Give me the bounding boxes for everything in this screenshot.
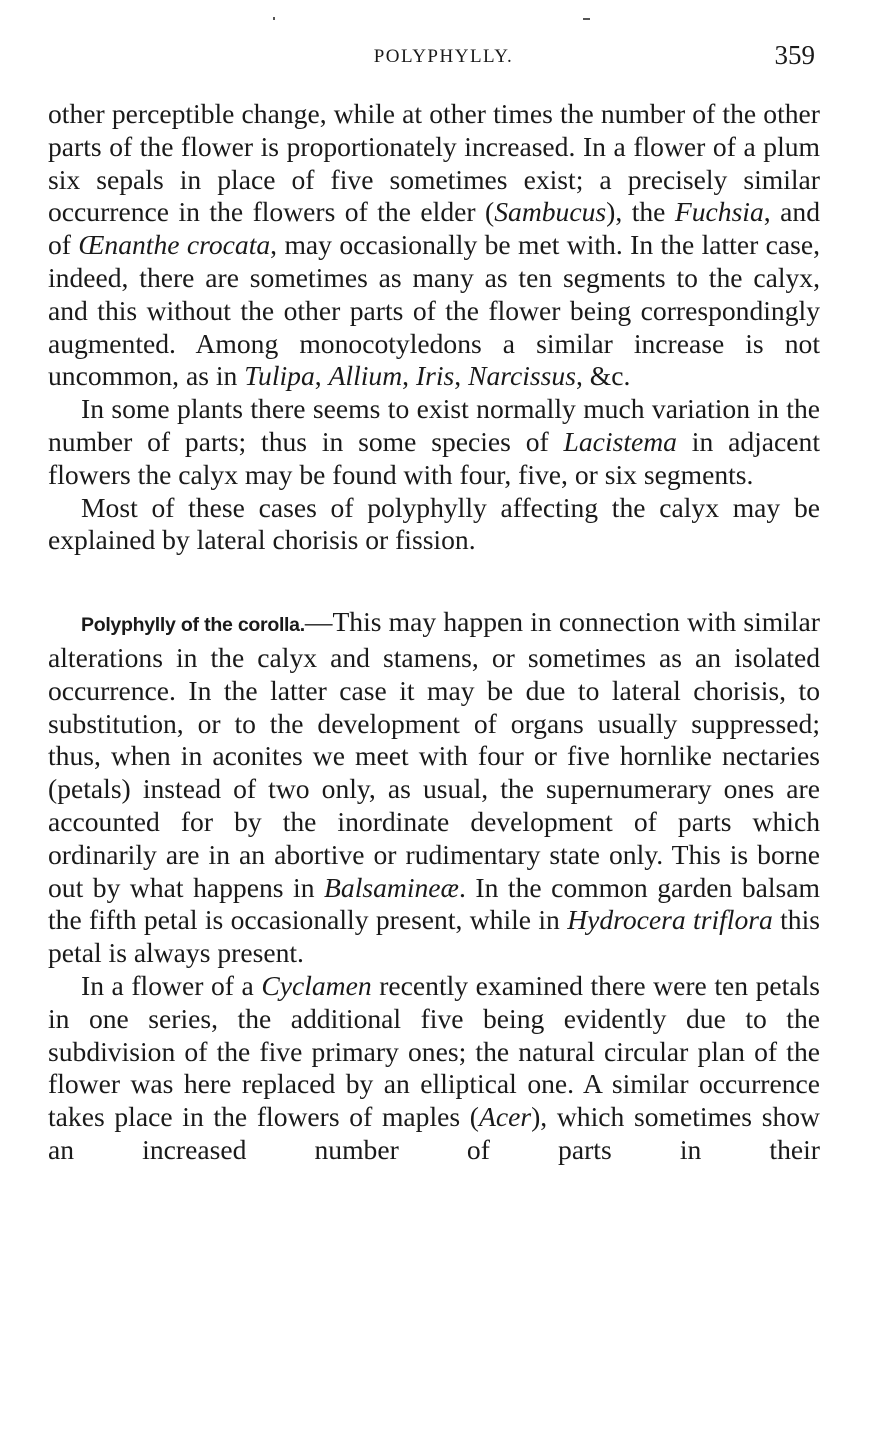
print-speck <box>583 18 590 20</box>
running-title: POLYPHYLLY. <box>373 46 514 67</box>
taxon-name: Sambucus <box>494 196 607 228</box>
text-run: , may occasionally be met with. In the latter case, indeed, there are sometimes as many as ten segments to the calyx, and this without the other parts of the flower being correspondingly augmented. Among monocotyledons a similar increase is not uncommon, as in <box>48 229 821 392</box>
taxon-name: Allium <box>328 360 403 392</box>
text-run: this petal is always present. <box>48 904 820 969</box>
text-run: , <box>402 360 416 392</box>
text-run: , and of <box>48 196 820 261</box>
taxon-name: Tulipa <box>244 360 315 392</box>
text-run: in adjacent flowers the calyx may be found with four, five, or six segments. <box>48 425 820 490</box>
taxon-name: Acer <box>479 1101 532 1133</box>
text-run: , &c. <box>575 360 631 392</box>
paragraph-corolla <box>48 606 820 970</box>
taxon-name: Balsamineæ <box>324 871 459 903</box>
paragraph-calyx-increase <box>48 98 820 393</box>
text-run: , <box>454 360 469 392</box>
paragraph-chorisis: Most of these cases of polyphylly affecting the calyx may be explained by lateral chorisis or fission. <box>48 491 820 556</box>
text-run: In a flower of a <box>81 969 262 1001</box>
taxon-name: Lacistema <box>563 425 677 457</box>
paragraph-variation <box>48 393 820 491</box>
section-gap <box>48 557 820 606</box>
taxon-name: Fuchsia <box>674 196 764 228</box>
page-number: 359 <box>774 40 815 70</box>
text-run: recently examined there were ten petals in one series, the additional five being evidently due to the subdivision of the five primary ones; the natural circular plan of the flower was here replaced by an elliptical one. A similar occurrence takes place in the flowers of maples ( <box>48 969 820 1133</box>
page-header <box>0 36 887 76</box>
text-run: ), the <box>606 196 675 228</box>
text-run: In some plants there seems to exist normally much variation in the number of parts; thus in some species of <box>48 393 820 457</box>
text-run: other perceptible change, while at other times the number of the other parts of the flower is proportionately increased. In a flower of a plum six sepals in place of five sometimes exist; a precisely similar occurrence in the flowers of the elder ( <box>48 98 820 228</box>
taxon-name: Hydrocera triflora <box>567 904 773 936</box>
taxon-name: Narcissus <box>468 360 576 392</box>
text-run: ), which sometimes show an increased number of parts in their <box>48 1101 820 1165</box>
taxon-name: Œnanthe crocata <box>78 229 271 261</box>
body-text <box>48 98 820 1167</box>
taxon-name: Iris <box>415 360 455 392</box>
print-speck <box>273 17 275 20</box>
text-run: . In the common garden balsam the fifth petal is occasionally present, while in <box>48 871 821 936</box>
text-run: , <box>314 360 329 392</box>
taxon-name: Cyclamen <box>261 969 372 1001</box>
section-heading: Polyphylly of the corolla. <box>81 614 305 637</box>
paragraph-cyclamen <box>48 970 820 1167</box>
text-run: —This may happen in connection with similar alterations in the calyx and stamens, or sometimes as an isolated occurrence. In the latter case it may be due to lateral chorisis, to substitution, or to the development of organs usually suppressed; thus, when in aconites we meet with four or five hornlike nectaries (petals) instead of two only, as usual, the supernumerary ones are accounted for by the inordinate development of parts which ordinarily are in an abortive or rudimentary state only. This is borne out by what happens in <box>48 606 820 903</box>
